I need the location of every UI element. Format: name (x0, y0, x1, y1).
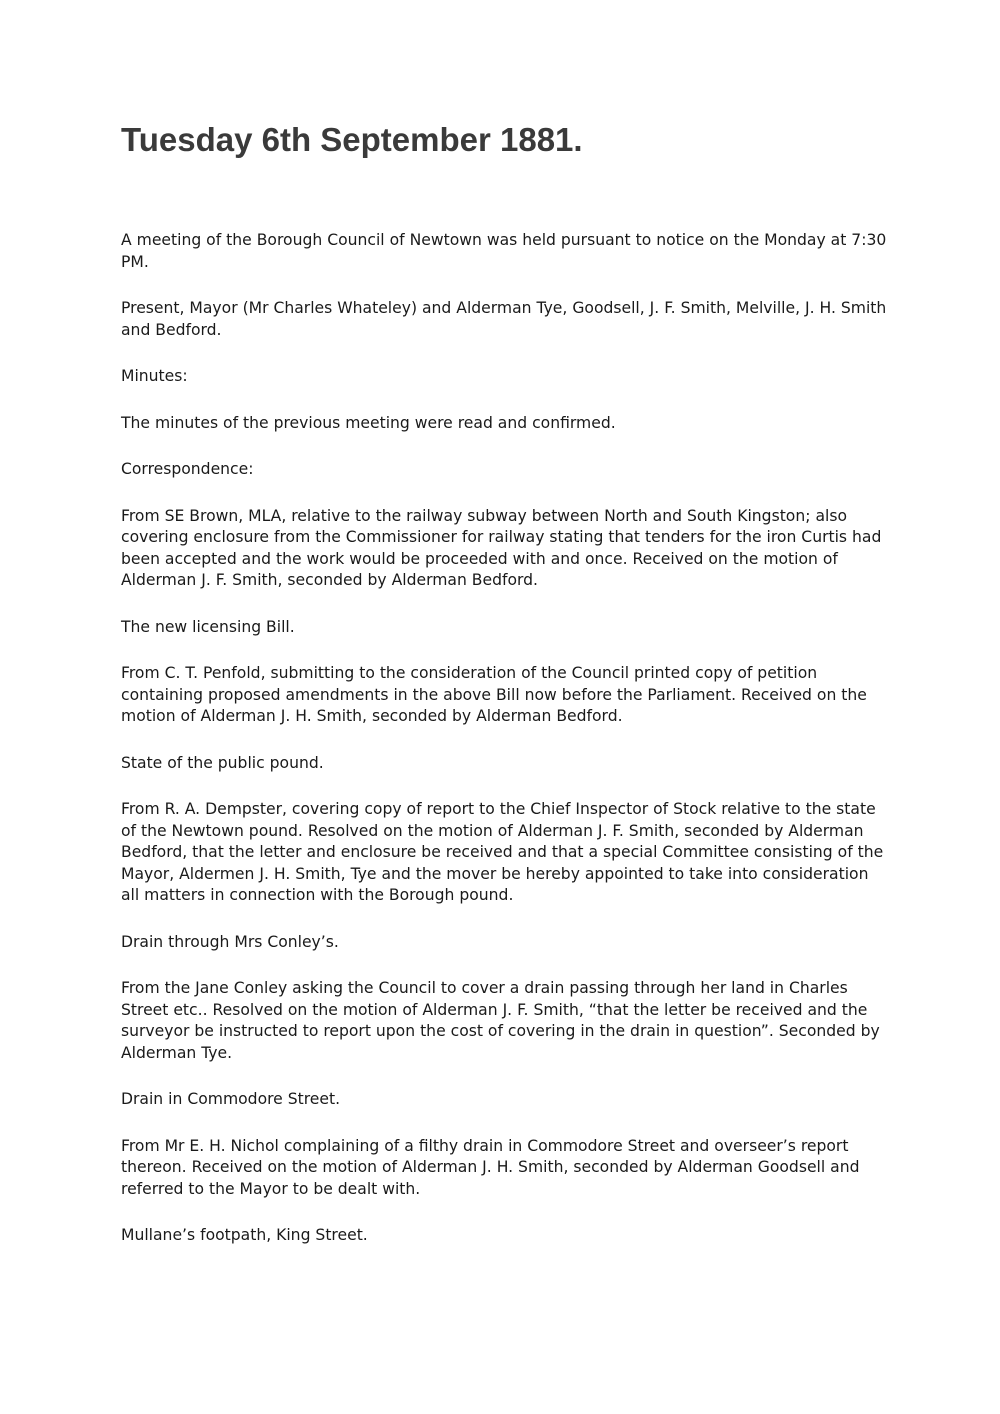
section-heading-public-pound: State of the public pound. (121, 753, 324, 772)
section-heading-correspondence: Correspondence: (121, 460, 254, 478)
section-heading-minutes: Minutes: (121, 367, 188, 385)
page-title: Tuesday 6th September 1881. (121, 121, 583, 158)
paragraph-present: Present, Mayor (Mr Charles Whateley) and Alderman Tye, Goodsell, J. F. Smith, Melville, J. H. Smith and Bedford. (121, 299, 887, 339)
paragraph-conley-drain: From the Jane Conley asking the Council to cover a drain passing through her land in Charles Street etc.. Resolved on the motion of Alderman J. F. Smith, “that the letter be received and the surveyor be instructed to report upon the cost of covering in the drain in question”. Seconded by Alderman Tye. (121, 979, 880, 1062)
paragraph-railway-subway: From SE Brown, MLA, relative to the railway subway between North and South Kingston; also covering enclosure from the Commissioner for railway stating that tenders for the iron Curtis had been accepted and the work would be proceeded with and once. Received on the motion of Alderman J. F. Smith, seconded by Alderman Bedford. (121, 506, 882, 589)
paragraph-minutes: The minutes of the previous meeting were read and confirmed. (121, 413, 616, 432)
section-heading-licensing-bill: The new licensing Bill. (121, 617, 295, 636)
paragraph-commodore-drain: From Mr E. H. Nichol complaining of a filthy drain in Commodore Street and overseer’s report thereon. Received on the motion of Alderman J. H. Smith, seconded by Alderman Goodsell and referred to the Mayor to be dealt with. (121, 1136, 860, 1198)
section-heading-commodore-drain: Drain in Commodore Street. (121, 1090, 341, 1108)
section-heading-conley-drain: Drain through Mrs Conley’s. (121, 932, 339, 951)
paragraph-meeting-notice: A meeting of the Borough Council of Newtown was held pursuant to notice on the Monday at 7:30 PM. (121, 231, 887, 271)
paragraph-licensing-bill: From C. T. Penfold, submitting to the consideration of the Council printed copy of petition containing proposed amendments in the above Bill now before the Parliament. Received on the motion of Alderman J. H. Smith, seconded by Alderman Bedford. (121, 664, 867, 725)
section-heading-mullane-footpath: Mullane’s footpath, King Street. (121, 1226, 368, 1244)
document-body (121, 230, 891, 1272)
paragraph-public-pound: From R. A. Dempster, covering copy of report to the Chief Inspector of Stock relative to the state of the Newtown pound. Resolved on the motion of Alderman J. F. Smith, seconded by Alderman Bedford, that the letter and enclosure be received and that a special Committee consisting of the Mayor, Aldermen J. H. Smith, Tye and the mover be hereby appointed to take into consideration all matters in connection with the Borough pound. (121, 800, 884, 904)
